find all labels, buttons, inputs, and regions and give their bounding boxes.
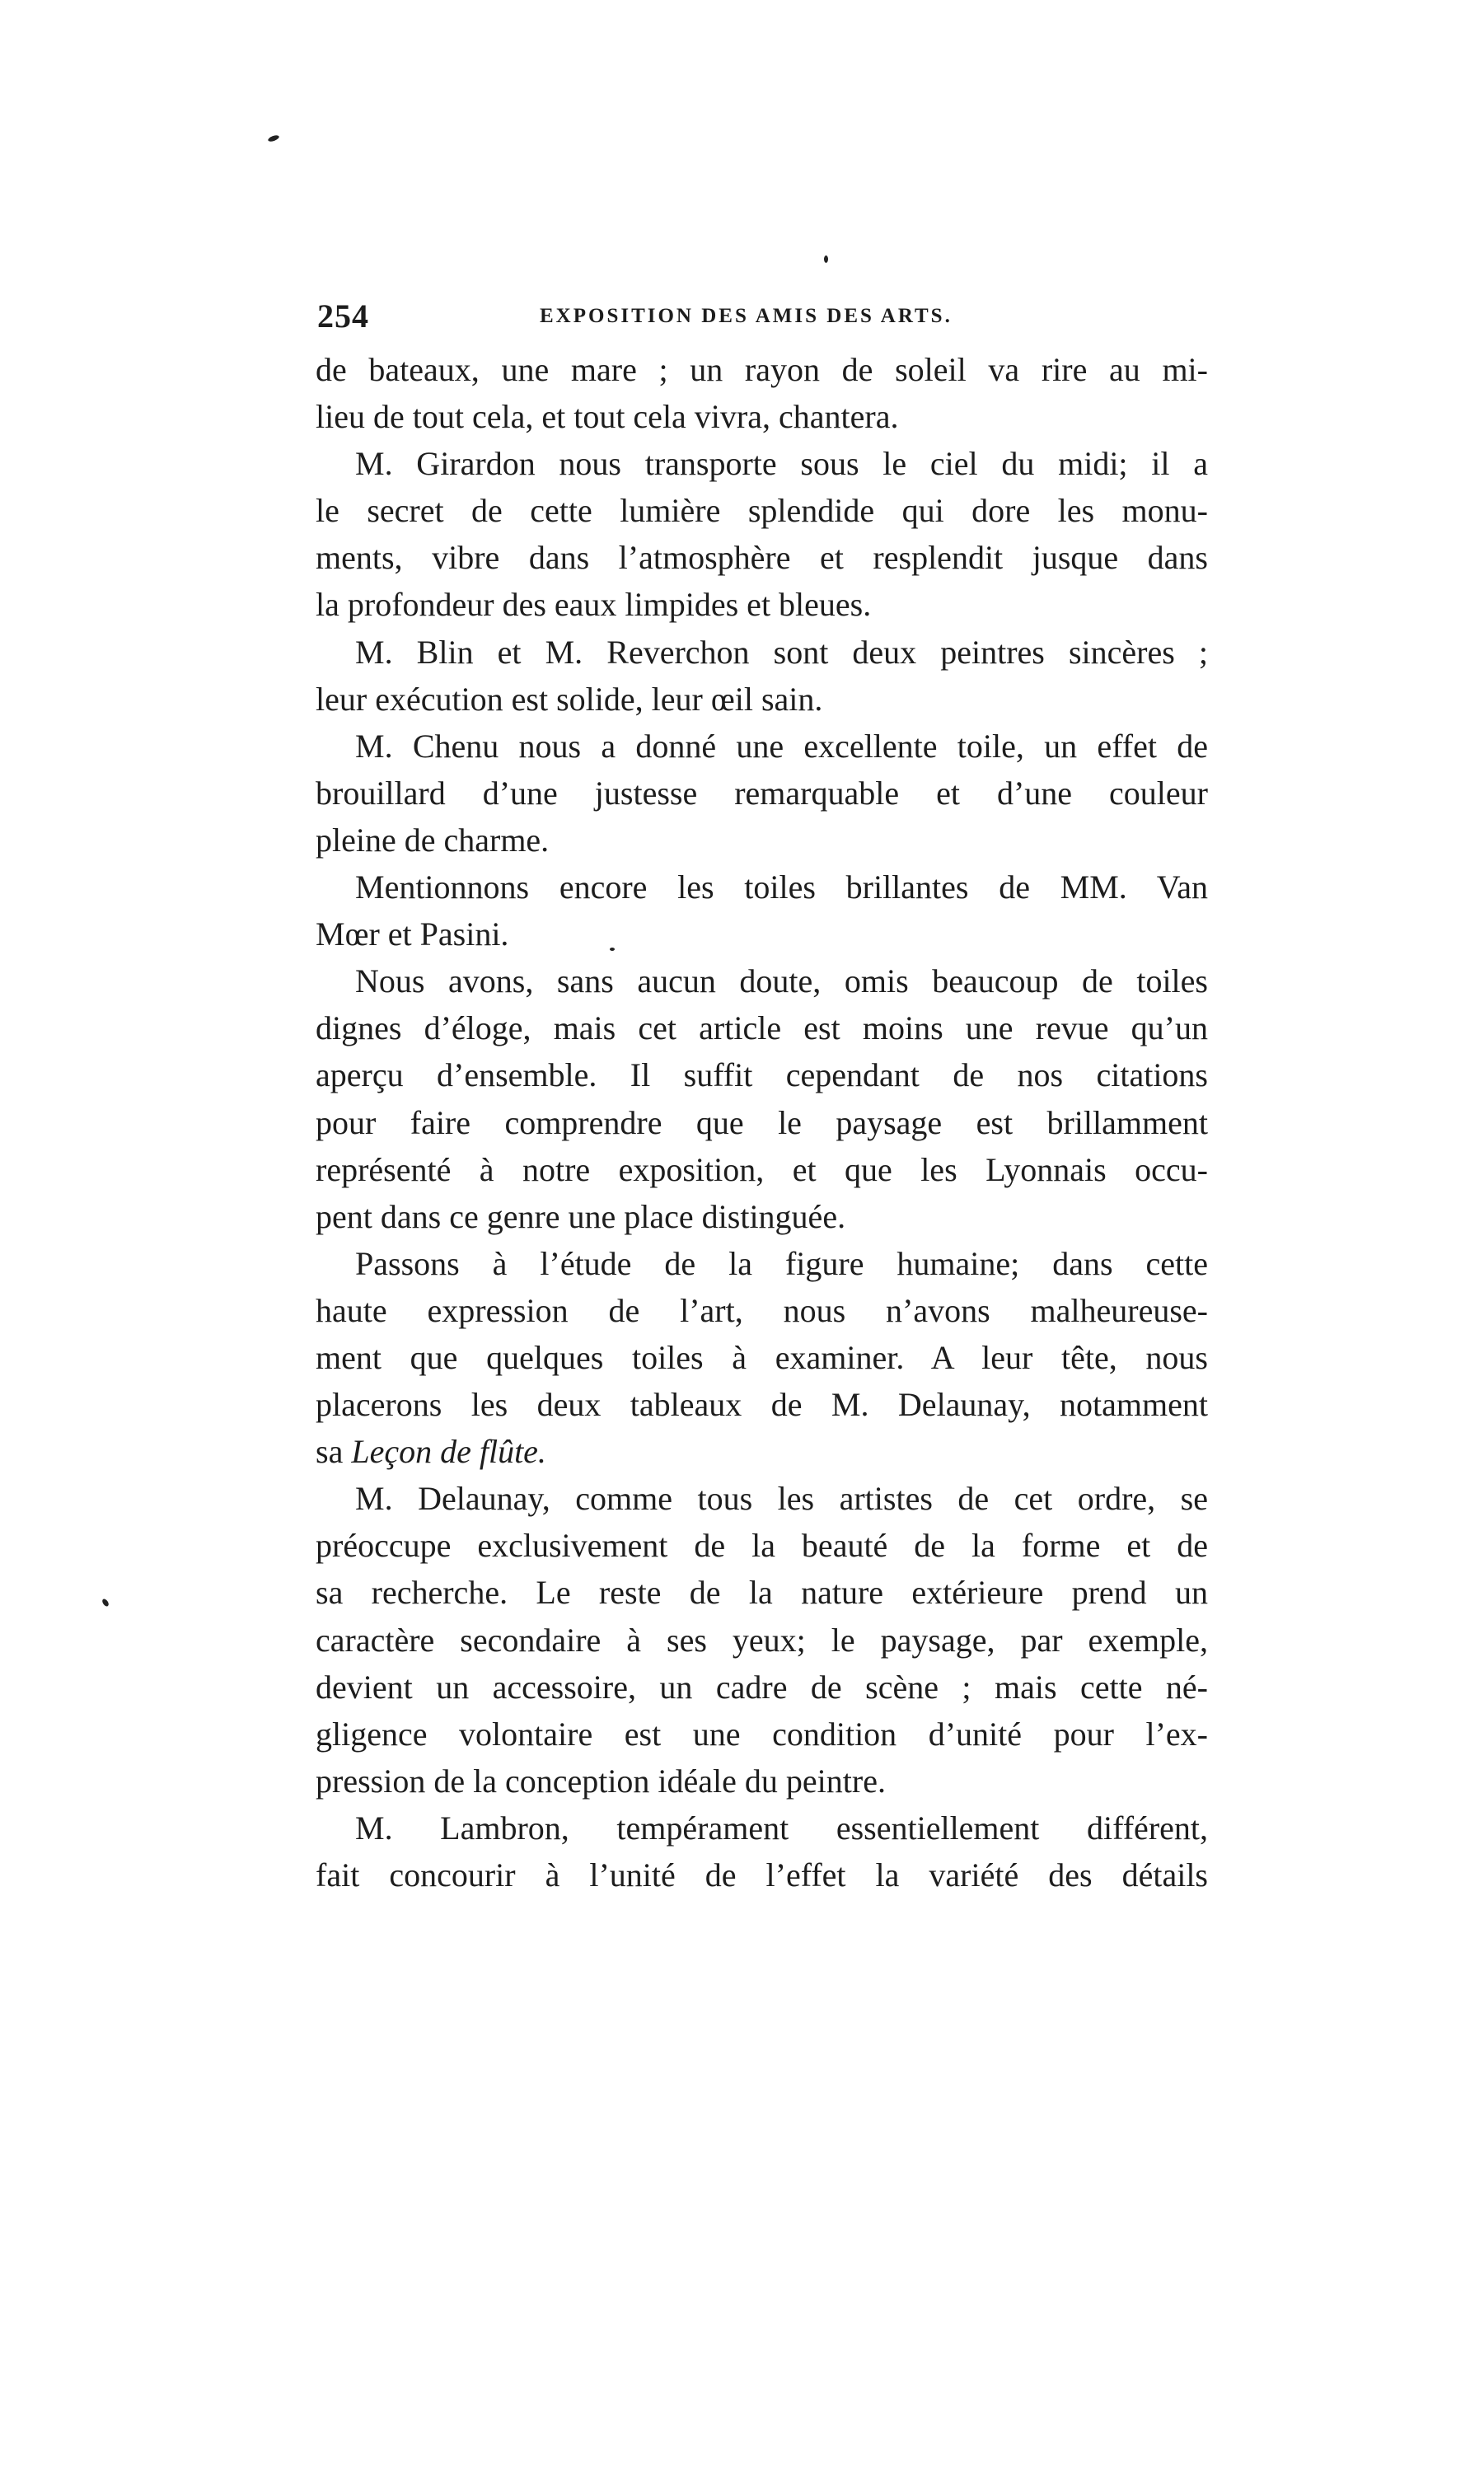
text-line: aperçu d’ensemble. Il suffit cependant de nos citations [316, 1056, 1208, 1094]
text-line: lieu de tout cela, et tout cela vivra, chantera. [316, 398, 899, 436]
text-line: M. Chenu nous a donné une excellente toile, un effet de [355, 727, 1208, 765]
text-line: sa recherche. Le reste de la nature extérieure prend un [316, 1574, 1208, 1612]
text-line: pression de la conception idéale du peintre. [316, 1762, 886, 1800]
text-line: Mentionnons encore les toiles brillantes de MM. Van [355, 868, 1208, 906]
text-line: de bateaux, une mare ; un rayon de soleil va rire au mi- [316, 351, 1208, 388]
text-line: gligence volontaire est une condition d’unité pour l’ex- [316, 1715, 1208, 1753]
page-number: 254 [317, 297, 369, 335]
text-line: M. Delaunay, comme tous les artistes de cet ordre, se [355, 1480, 1208, 1518]
text-line: ments, vibre dans l’atmosphère et resplendit jusque dans [316, 539, 1208, 577]
page-header [317, 297, 1207, 346]
running-title: EXPOSITION DES AMIS DES ARTS. [540, 305, 953, 327]
text-line: caractère secondaire à ses yeux; le paysage, par exemple, [316, 1621, 1208, 1659]
text-line: fait concourir à l’unité de l’effet la variété des détails [316, 1856, 1208, 1894]
text-line: M. Girardon nous transporte sous le ciel du midi; il a [355, 445, 1208, 483]
text-line: haute expression de l’art, nous n’avons malheureuse- [316, 1291, 1208, 1329]
text-line: brouillard d’une justesse remarquable et d’une couleur [316, 774, 1208, 812]
text-line: la profondeur des eaux limpides et bleues. [316, 586, 872, 624]
text-line: leur exécution est solide, leur œil sain. [316, 680, 823, 718]
text-line: Passons à l’étude de la figure humaine; dans cette [355, 1244, 1208, 1282]
artwork-title: Leçon de flûte. [351, 1433, 546, 1471]
text-line: représenté à notre exposition, et que les Lyonnais occu- [316, 1150, 1208, 1188]
ink-speck [101, 1598, 110, 1608]
text-line: M. Blin et M. Reverchon sont deux peintres sincères ; [355, 633, 1208, 671]
text-line: Nous avons, sans aucun doute, omis beaucoup de toiles [355, 962, 1208, 1000]
text-line: placerons les deux tableaux de M. Delaunay, notamment [316, 1386, 1208, 1424]
text-line: le secret de cette lumière splendide qui dore les monu- [316, 492, 1208, 530]
text-line: M. Lambron, tempérament essentiellement différent, [355, 1809, 1208, 1847]
text-line: pleine de charme. [316, 821, 550, 859]
text-line: pent dans ce genre une place distinguée. [316, 1197, 846, 1235]
text-line: préoccupe exclusivement de la beauté de la forme et de [316, 1527, 1208, 1565]
body-text [316, 346, 1208, 1898]
text-line [316, 1428, 1208, 1475]
text-line: pour faire comprendre que le paysage est brillamment [316, 1103, 1208, 1141]
text-segment: sa [316, 1433, 352, 1471]
text-line: dignes d’éloge, mais cet article est moins une revue qu’un [316, 1009, 1208, 1047]
ink-speck [267, 134, 279, 143]
ink-speck [610, 948, 615, 951]
text-line: ment que quelques toiles à examiner. A leur tête, nous [316, 1338, 1208, 1376]
text-line: devient un accessoire, un cadre de scène ; mais cette né- [316, 1668, 1208, 1706]
text-line: Mœr et Pasini. [316, 915, 509, 953]
ink-speck [824, 255, 828, 263]
